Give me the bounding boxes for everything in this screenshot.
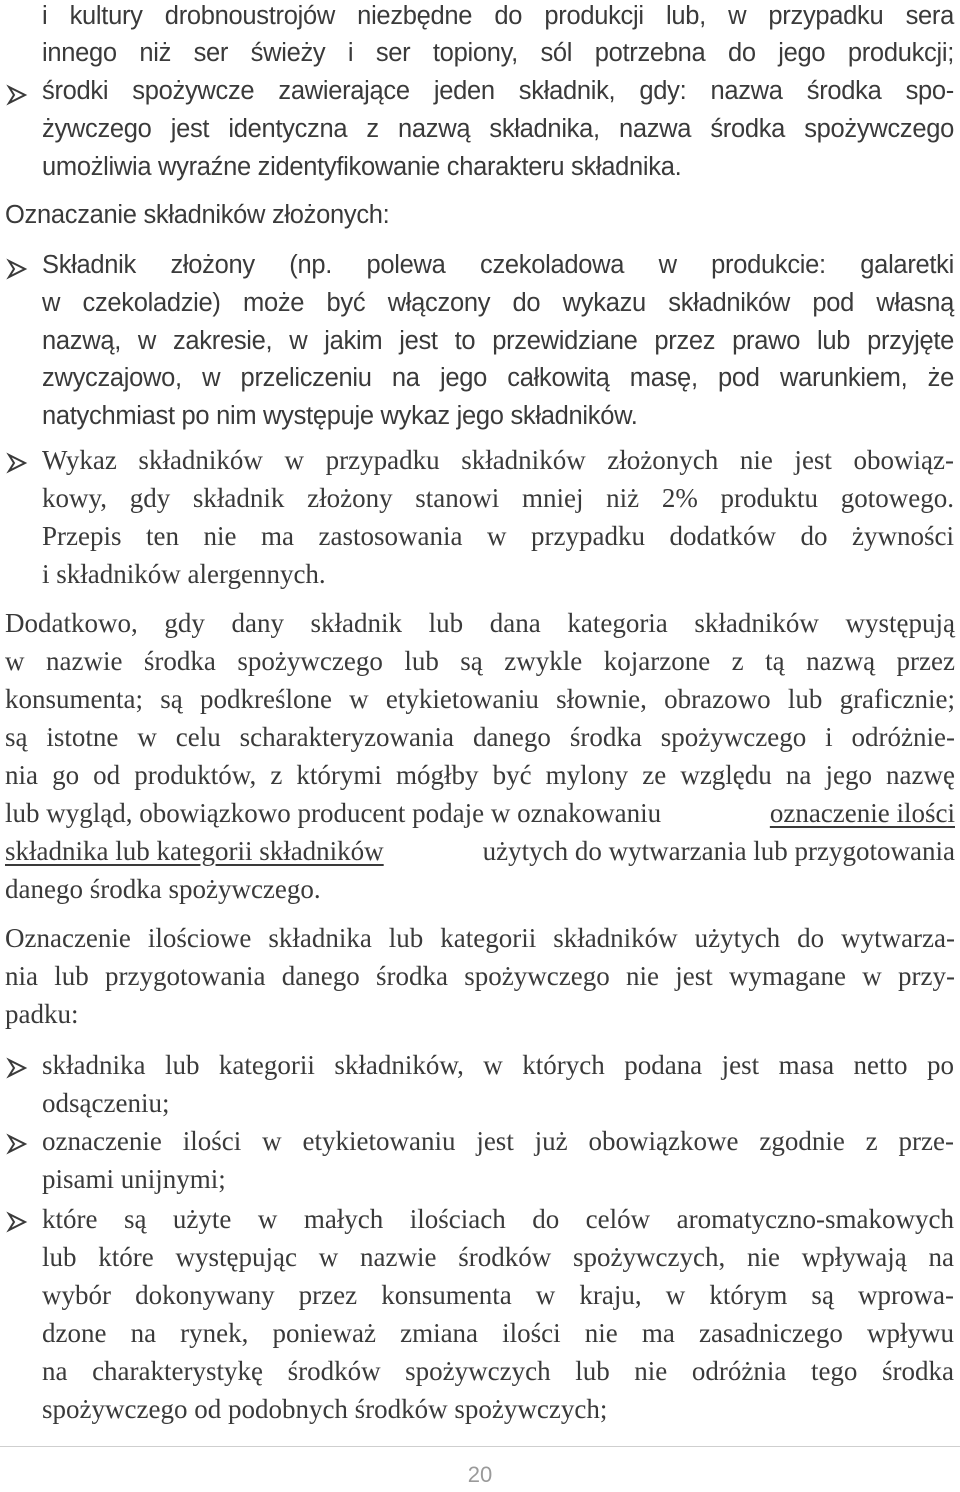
text-line: i kultury drobnoustrojów niezbędne do produkcji lub, w przypadku sera [42, 2, 954, 30]
text-line: nazwą, w zakresie, w jakim jest to przewidziane przez prawo lub przyjęte [42, 327, 954, 355]
text-line: Przepis ten nie ma zastosowania w przypadku dodatków do żywności [42, 521, 954, 551]
text-line: odsączeniu; [42, 1088, 170, 1118]
text-line: Dodatkowo, gdy dany składnik lub dana kategoria składników występują [5, 608, 955, 638]
text-line: Składnik złożony (np. polewa czekoladowa w produkcie: galaretki [42, 251, 954, 279]
text-line: lub które występując w nazwie środków spożywczych, nie wpływają na [42, 1242, 954, 1272]
text-line: nia go od produktów, z którymi mógłby być mylony ze względu na jego nazwę [5, 760, 955, 790]
text-line: kowy, gdy składnik złożony stanowi mniej niż 2% produktu gotowego. [42, 483, 954, 513]
text-line: innego niż ser świeży i ser topiony, sól potrzebna do jego produkcji; [42, 39, 954, 67]
section-heading: Oznaczanie składników złożonych: [5, 201, 390, 229]
text-line: pisami unijnymi; [42, 1164, 226, 1194]
underlined-phrase: składnika lub kategorii składników [5, 836, 384, 866]
text-line: dzone na rynek, ponieważ zmiana ilości nie ma zasadniczego wpływu [42, 1318, 954, 1348]
text-line: środki spożywcze zawierające jeden składnik, gdy: nazwa środka spo- [42, 77, 954, 105]
text-line: składnika lub kategorii składników, w których podana jest masa netto po [42, 1050, 954, 1080]
text-line: Oznaczenie ilościowe składnika lub kategorii składników użytych do wytwarza- [5, 923, 955, 953]
arrowhead-bullet-icon [6, 258, 28, 280]
text-line: są istotne w celu scharakteryzowania danego środka spożywczego i odróżnie- [5, 722, 955, 752]
text-line: Wykaz składników w przypadku składników złożonych nie jest obowiąz- [42, 445, 954, 475]
text-line: i składników alergennych. [42, 559, 326, 589]
underlined-phrase: oznaczenie ilości [769, 798, 955, 828]
text-line: konsumenta; są podkreślone w etykietowaniu słownie, obrazowo lub graficznie; [5, 684, 955, 714]
text-line: w nazwie środka spożywczego lub są zwykle kojarzone z tą nazwą przez [5, 646, 955, 676]
text-line: danego środka spożywczego. [5, 874, 321, 904]
text-line: wybór dokonywany przez konsumenta w kraju, w którym są wprowa- [42, 1280, 954, 1310]
arrowhead-bullet-icon [6, 452, 28, 474]
text-line: spożywczego od podobnych środków spożywczych; [42, 1394, 608, 1424]
arrowhead-bullet-icon [6, 1133, 28, 1155]
footer-divider [0, 1446, 960, 1447]
text-line: żywczego jest identyczna z nazwą składnika, nazwa środka spożywczego [42, 115, 954, 143]
text-line [5, 836, 955, 867]
text-line: natychmiast po nim występuje wykaz jego składników. [42, 402, 638, 430]
text-line: umożliwia wyraźne zidentyfikowanie charakteru składnika. [42, 153, 682, 181]
page-number: 20 [467, 1462, 493, 1487]
text-line: w czekoladzie) może być włączony do wykazu składników pod własną [42, 289, 954, 317]
arrowhead-bullet-icon [6, 84, 28, 106]
text-line: padku: [5, 999, 79, 1029]
text-line: nia lub przygotowania danego środka spożywczego nie jest wymagane w przy- [5, 961, 955, 991]
arrowhead-bullet-icon [6, 1211, 28, 1233]
text-segment: użytych do wytwarzania lub przygotowania [482, 836, 955, 866]
arrowhead-bullet-icon [6, 1057, 28, 1079]
text-line: zwyczajowo, w przeliczeniu na jego całkowitą masę, pod warunkiem, że [42, 364, 954, 392]
text-line: oznaczenie ilości w etykietowaniu jest już obowiązkowe zgodnie z prze- [42, 1126, 954, 1156]
text-line: które są użyte w małych ilościach do celów aromatyczno-smakowych [42, 1204, 954, 1234]
text-segment: lub wygląd, obowiązkowo producent podaje w oznakowaniu [5, 798, 662, 828]
text-line [5, 798, 955, 829]
text-line: na charakterystykę środków spożywczych lub nie odróżnia tego środka [42, 1356, 954, 1386]
